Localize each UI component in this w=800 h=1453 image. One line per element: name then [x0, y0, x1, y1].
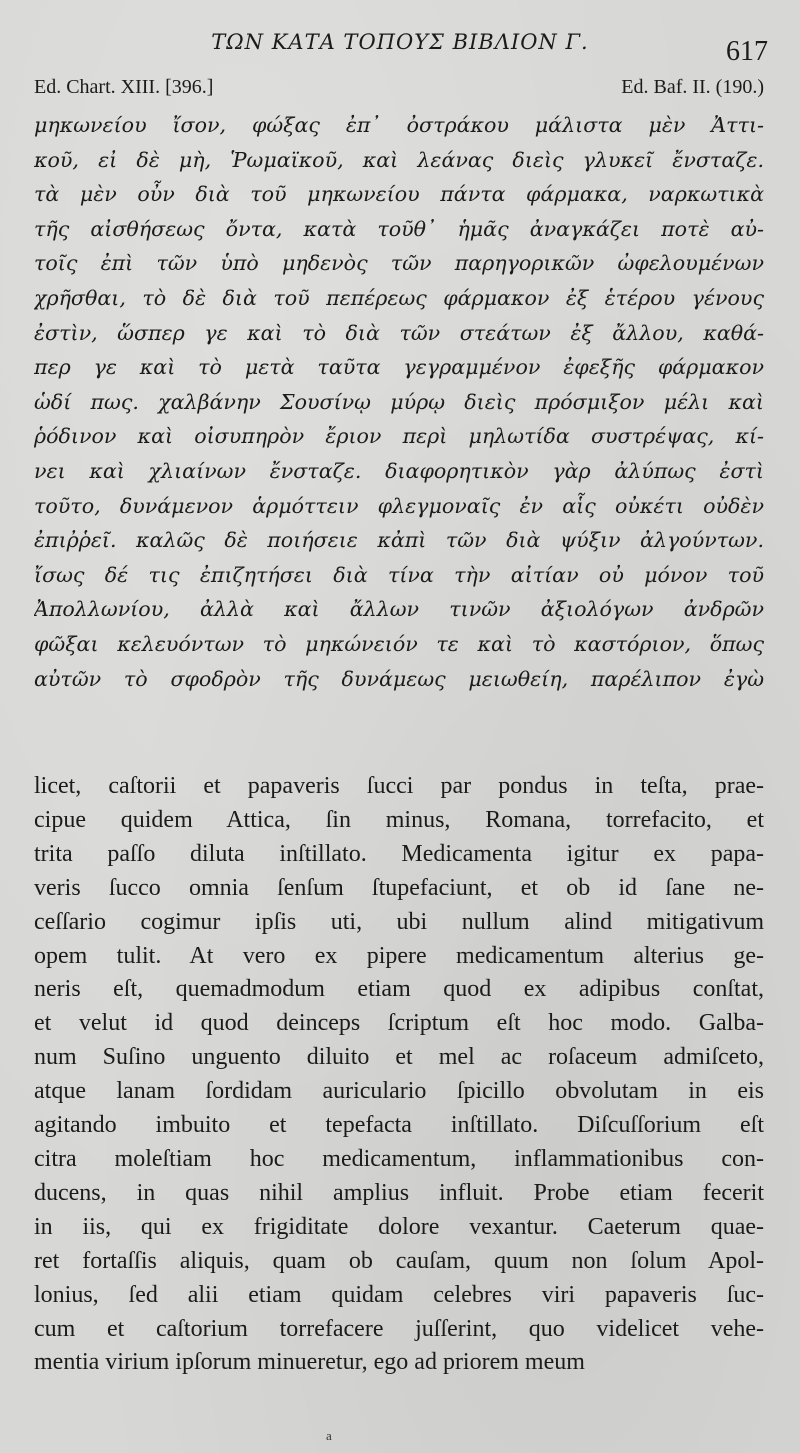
running-head: ΤΩΝ ΚΑΤΑ ΤΟΠΟΥΣ ΒΙΒΛΙΟΝ Γ.	[211, 30, 589, 54]
greek-line: ῥόδινον καὶ οἰσυπηρὸν ἔριον περὶ μηλωτίδα συστρέψας, κί-	[34, 424, 764, 449]
greek-line: χρῆσθαι, τὸ δὲ διὰ τοῦ πεπέρεως φάρμακον ἐξ ἑτέρου γένους	[34, 285, 764, 310]
signature-mark: a	[326, 1428, 332, 1443]
latin-line: cipue quidem Attica, ſin minus, Romana, torrefacito, et	[34, 806, 764, 833]
greek-line: ὡδί πως. χαλβάνην Σουσίνῳ μύρῳ διεὶς πρόσμιξον μέλι καὶ	[34, 389, 764, 414]
greek-line: τὰ μὲν οὖν διὰ τοῦ μηκωνείου πάντα φάρμακα, ναρκωτικὰ	[34, 182, 764, 207]
greek-line: ἐστὶν, ὥσπερ γε καὶ τὸ διὰ τῶν στεάτων ἐξ ἄλλου, καθά-	[34, 320, 764, 345]
greek-line: νει καὶ χλιαίνων ἔνσταζε. διαφορητικὸν γὰρ ἀλύπως ἐστὶ	[34, 458, 764, 483]
greek-line: ἐπιῤῥεῖ. καλῶς δὲ ποιήσειε κἀπὶ τῶν διὰ ψύξιν ἀλγούντων.	[34, 528, 764, 553]
greek-line: περ γε καὶ τὸ μετὰ ταῦτα γεγραμμένον ἐφεξῆς φάρμακον	[34, 355, 764, 380]
latin-line: mentia virium ipſorum minueretur, ego ad priorem meum	[34, 1349, 585, 1376]
latin-line: veris ſucco omnia ſenſum ſtupefaciunt, et ob id ſane ne-	[34, 874, 764, 901]
greek-line: τῆς αἰσθήσεως ὄντα, κατὰ τοῦθ᾽ ἡμᾶς ἀναγκάζει ποτὲ αὐ-	[34, 216, 764, 241]
page-number: 617	[726, 36, 768, 67]
latin-line: citra moleſtiam hoc medicamentum, inflammationibus con-	[34, 1145, 764, 1172]
latin-line: cum et caſtorium torrefacere juſſerint, quo videlicet vehe-	[34, 1315, 764, 1342]
greek-line: φῶξαι κελευόντων τὸ μηκώνειόν τε καὶ τὸ καστόριον, ὅπως	[34, 631, 764, 656]
latin-line: ducens, in quas nihil amplius influit. Probe etiam fecerit	[34, 1179, 764, 1206]
greek-text-block	[34, 108, 764, 696]
greek-line: Ἀπολλωνίου, ἀλλὰ καὶ ἄλλων τινῶν ἀξιολόγων ἀνδρῶν	[34, 597, 764, 622]
latin-line: in iis, qui ex frigiditate dolore vexantur. Caeterum quae-	[34, 1213, 764, 1240]
latin-line: ceſſario cogimur ipſis uti, ubi nullum alind mitigativum	[34, 908, 764, 935]
latin-text-block	[34, 770, 764, 1380]
latin-line: agitando imbuito et tepefacta inſtillato. Diſcuſſorium eſt	[34, 1112, 764, 1139]
latin-line: opem tulit. At vero ex pipere medicamentum alterius ge-	[34, 942, 764, 969]
greek-line: μηκωνείου ἴσον, φώξας ἐπ᾽ ὀστράκου μάλιστα μὲν Ἀττι-	[34, 113, 764, 137]
greek-line: κοῦ, εἰ δὲ μὴ, Ῥωμαϊκοῦ, καὶ λεάνας διεὶς γλυκεῖ ἔνσταζε.	[34, 147, 764, 172]
latin-line: et velut id quod deinceps ſcriptum eſt hoc modo. Galba-	[34, 1010, 764, 1037]
latin-line: num Suſino unguento diluito et mel ac roſaceum admiſceto,	[34, 1044, 764, 1071]
greek-line: αὐτῶν τὸ σφοδρὸν τῆς δυνάμεως μειωθείη, παρέλιπον ἐγὼ	[34, 666, 764, 691]
latin-line: licet, caſtorii et papaveris ſucci par pondus in teſta, prae-	[34, 773, 764, 799]
edition-references	[34, 76, 764, 100]
greek-line: τοῖς ἐπὶ τῶν ὑπὸ μηδενὸς τῶν παρηγορικῶν ὠφελουμένων	[34, 251, 764, 276]
latin-line: trita paſſo diluta inſtillato. Medicamenta igitur ex papa-	[34, 840, 764, 867]
latin-line: lonius, ſed alii etiam quidam celebres viri papaveris ſuc-	[34, 1281, 764, 1308]
latin-line: neris eſt, quemadmodum etiam quod ex adipibus conſtat,	[34, 976, 764, 1003]
latin-line: atque lanam ſordidam auriculario ſpicillo obvolutam in eis	[34, 1078, 764, 1105]
greek-line: ἴσως δέ τις ἐπιζητήσει διὰ τίνα τὴν αἰτίαν οὐ μόνον τοῦ	[34, 562, 764, 587]
edition-basel-reference: Ed. Baf. II. (190.)	[621, 76, 764, 98]
latin-line: ret fortaſſis aliquis, quam ob cauſam, quum non ſolum Apol-	[34, 1247, 764, 1274]
edition-chart-reference: Ed. Chart. XIII. [396.]	[34, 76, 214, 98]
greek-line: τοῦτο, δυνάμενον ἁρμόττειν φλεγμοναῖς ἐν αἷς οὐκέτι οὐδὲν	[34, 493, 764, 518]
